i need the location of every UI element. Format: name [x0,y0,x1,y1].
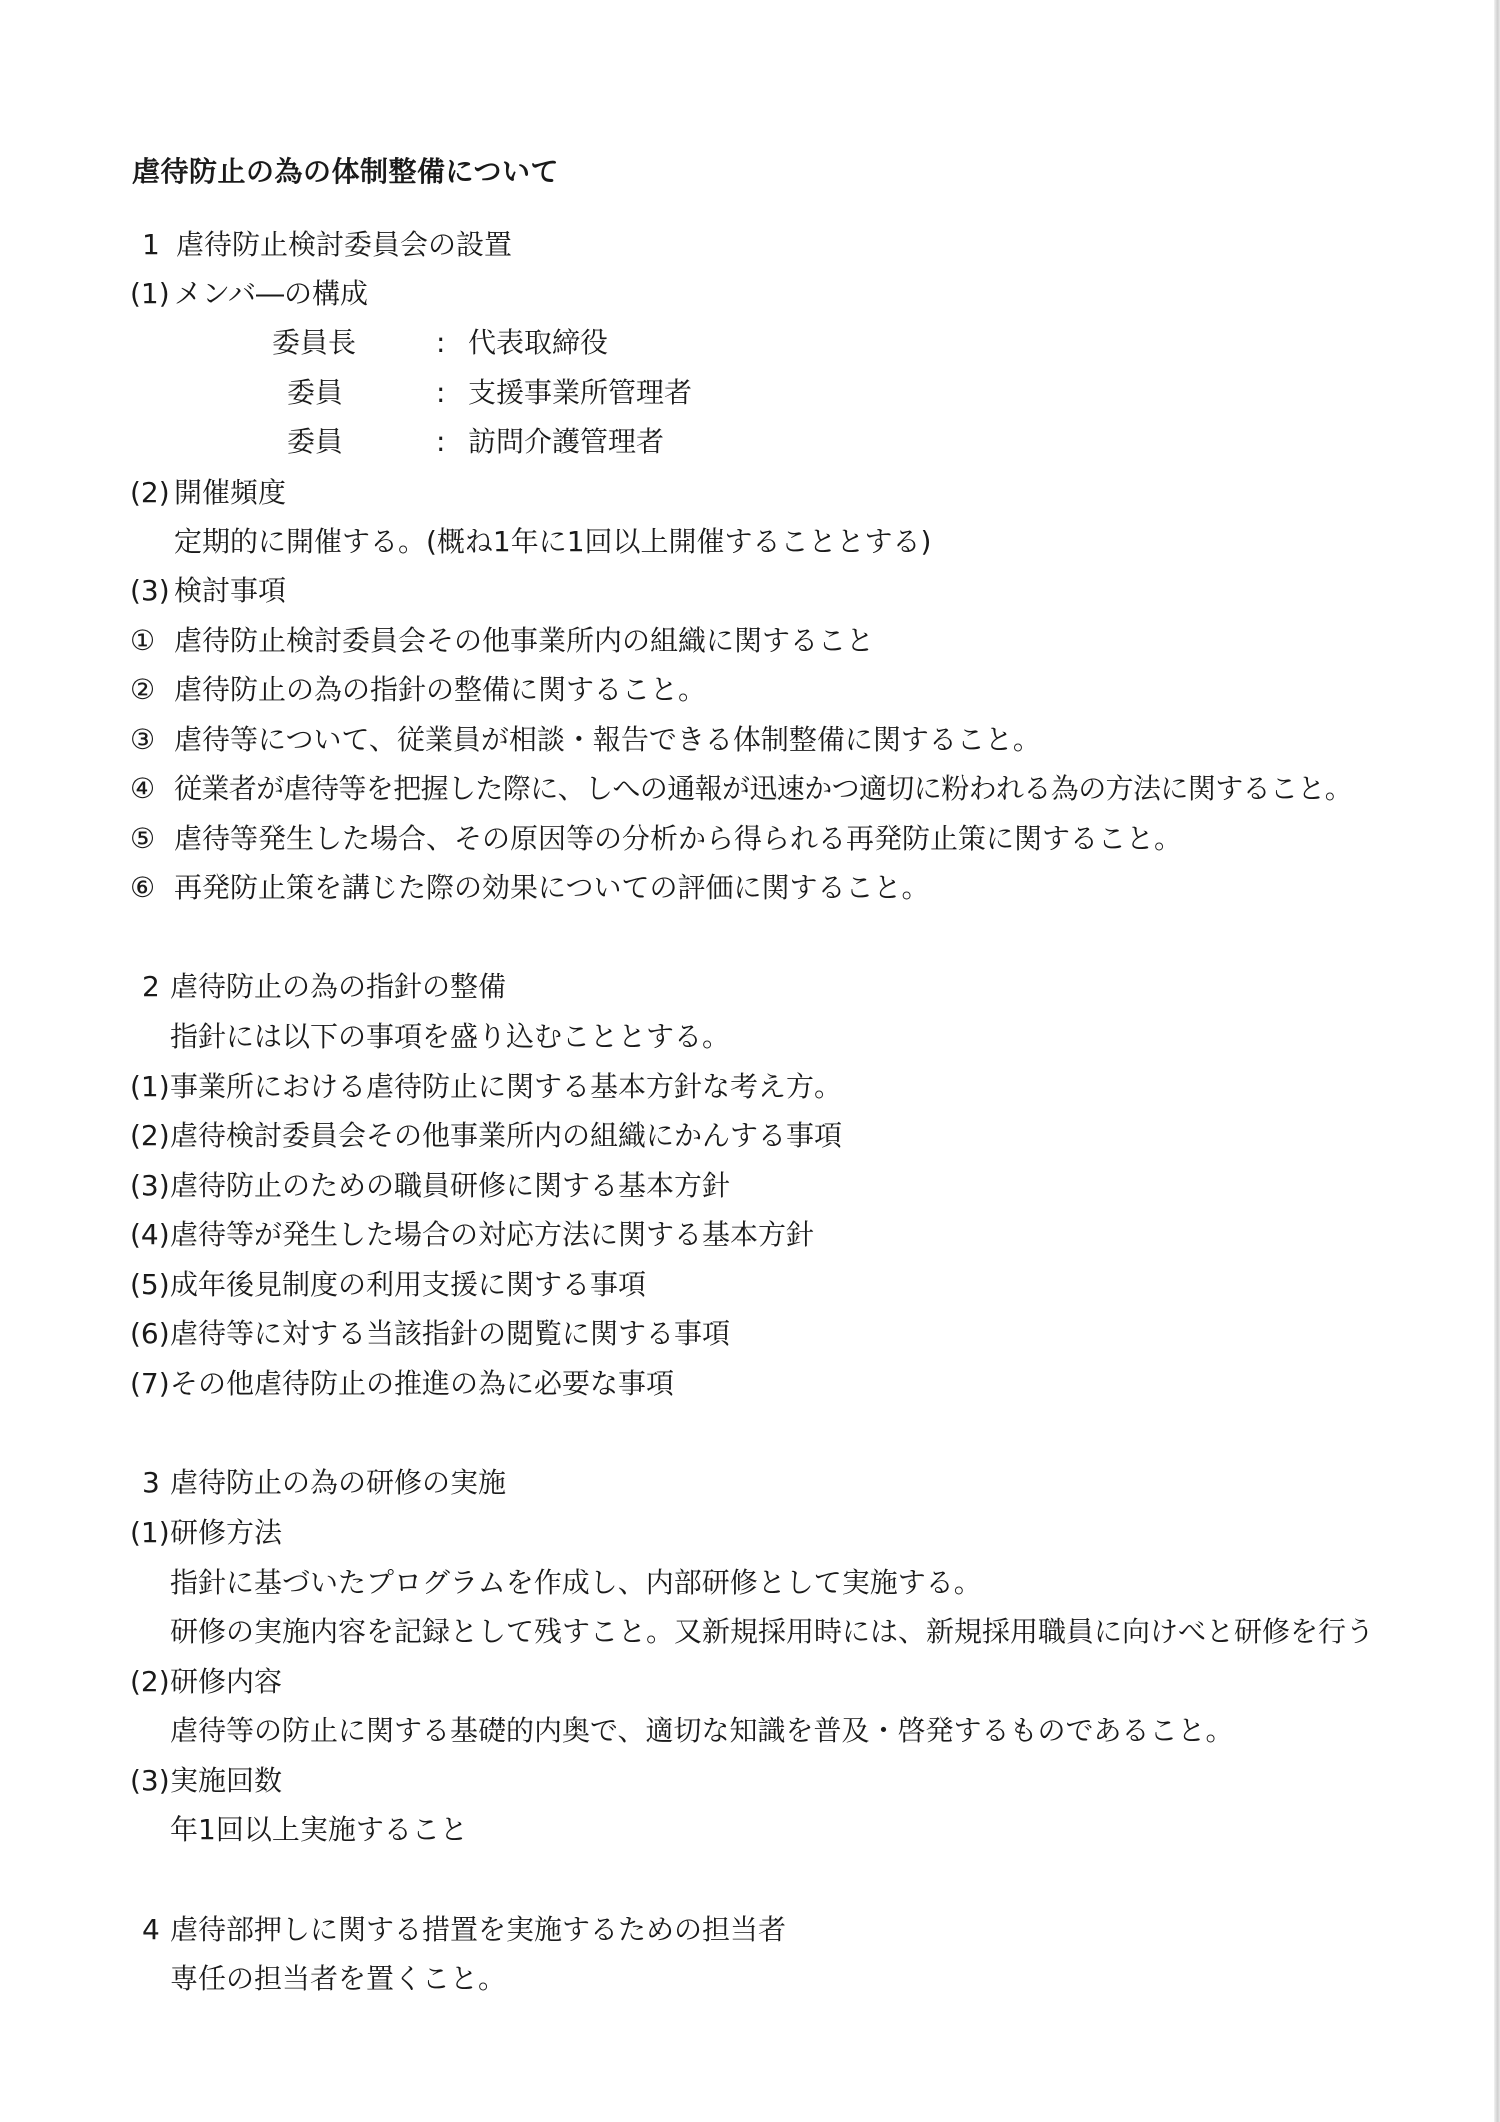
item-number: (7) [130,1367,170,1400]
list-item [130,1367,674,1401]
section-4-body: 専任の担当者を置くこと。 [170,1962,507,1995]
item-number: (4) [130,1218,170,1251]
item-text: 虐待検討委員会その他事業所内の組織にかんする事項 [170,1119,843,1152]
section-3-heading [142,1466,506,1500]
subsection-number: (3) [130,1764,170,1797]
section-2-heading [142,970,506,1004]
method-text-2: 研修の実施内容を記録として残すこと。又新規採用時には、新規採用職員に向けべと研修を行う [170,1615,1375,1648]
subsection-title: 検討事項 [174,574,287,607]
item-text: 事業所における虐待防止に関する基本方針な考え方。 [170,1070,843,1103]
member-colon: : [436,326,446,359]
subsection-title: 研修方法 [170,1516,283,1549]
item-text: 従業者が虐待等を把握した際に、しへの通報が迅速かつ適切に粉われる為の方法に関すること。 [174,772,1353,805]
subsection-number: (1) [130,277,170,310]
frequency-text: 定期的に開催する。(概ね1年に1回以上開催することとする) [174,525,932,558]
item-number: (2) [130,1119,170,1152]
item-number: (5) [130,1268,170,1301]
list-item [130,871,929,905]
section-1-heading [142,228,512,262]
list-item [130,1268,646,1302]
member-name: 支援事業所管理者 [468,376,693,409]
item-number: ④ [130,772,155,805]
item-text: 虐待等が発生した場合の対応方法に関する基本方針 [170,1218,815,1251]
section-title: 虐待防止の為の指針の整備 [170,970,507,1003]
subsection-3-1 [130,1516,282,1550]
subsection-number: (2) [130,476,170,509]
subsection-1-2 [130,476,286,510]
content-text: 虐待等の防止に関する基礎的内奥で、適切な知識を普及・啓発するものであること。 [170,1714,1234,1747]
item-text: 成年後見制度の利用支援に関する事項 [170,1268,647,1301]
section-number: 4 [142,1913,160,1946]
member-colon: : [436,425,446,458]
subsection-3-2 [130,1665,282,1699]
section-number: 2 [142,970,160,1003]
item-number: (3) [130,1169,170,1202]
subsection-title: メンバ―の構成 [174,277,369,310]
subsection-title: 開催頻度 [174,476,287,509]
item-number: ② [130,673,156,706]
section-title: 虐待防止の為の研修の実施 [170,1466,507,1499]
item-number: (1) [130,1070,170,1103]
subsection-number: (2) [130,1665,170,1698]
list-item [130,673,706,707]
item-number: (6) [130,1317,170,1350]
document-title: 虐待防止の為の体制整備について [132,155,559,188]
item-number: ⑤ [130,822,156,855]
item-text: 虐待防止の為の指針の整備に関すること。 [174,673,707,706]
subsection-3-3 [130,1764,282,1798]
member-role: 委員長 [272,326,357,359]
item-number: ⑥ [130,871,156,904]
list-item [130,1169,730,1203]
member-name: 代表取締役 [468,326,609,359]
section-2-intro: 指針には以下の事項を盛り込むこととする。 [170,1020,731,1053]
item-number: ③ [130,723,156,756]
subsection-title: 実施回数 [170,1764,283,1797]
method-text-1: 指針に基づいたプログラムを作成し、内部研修として実施する。 [170,1566,982,1599]
subsection-number: (1) [130,1516,170,1549]
section-title: 虐待部押しに関する措置を実施するための担当者 [170,1913,787,1946]
section-number: 3 [142,1466,160,1499]
list-item [130,1317,730,1351]
list-item [130,723,1041,757]
item-text: 虐待等発生した場合、その原因等の分析から得られる再発防止策に関すること。 [174,822,1183,855]
member-role: 委員 [287,376,344,409]
scan-edge-shadow [1494,0,1500,2122]
list-item [130,1119,842,1153]
section-4-heading [142,1913,786,1947]
section-title: 虐待防止検討委員会の設置 [176,228,513,261]
item-number: ① [130,624,156,657]
subsection-number: (3) [130,574,170,607]
list-item [130,1070,842,1104]
item-text: その他虐待防止の推進の為に必要な事項 [170,1367,675,1400]
list-item [130,822,1182,856]
item-text: 再発防止策を講じた際の効果についての評価に関すること。 [174,871,930,904]
member-colon: : [436,376,446,409]
count-text: 年1回以上実施すること [170,1813,468,1846]
subsection-1-1 [130,277,368,311]
item-text: 虐待防止のための職員研修に関する基本方針 [170,1169,731,1202]
item-text: 虐待等について、従業員が相談・報告できる体制整備に関すること。 [174,723,1041,756]
item-text: 虐待等に対する当該指針の閲覧に関する事項 [170,1317,731,1350]
member-name: 訪問介護管理者 [468,425,665,458]
list-item [130,1218,814,1252]
member-role: 委員 [287,425,344,458]
subsection-1-3 [130,574,286,608]
section-number: 1 [142,228,160,261]
list-item [130,624,874,658]
subsection-title: 研修内容 [170,1665,283,1698]
item-text: 虐待防止検討委員会その他事業所内の組織に関すること [174,624,875,657]
list-item [130,772,1352,806]
